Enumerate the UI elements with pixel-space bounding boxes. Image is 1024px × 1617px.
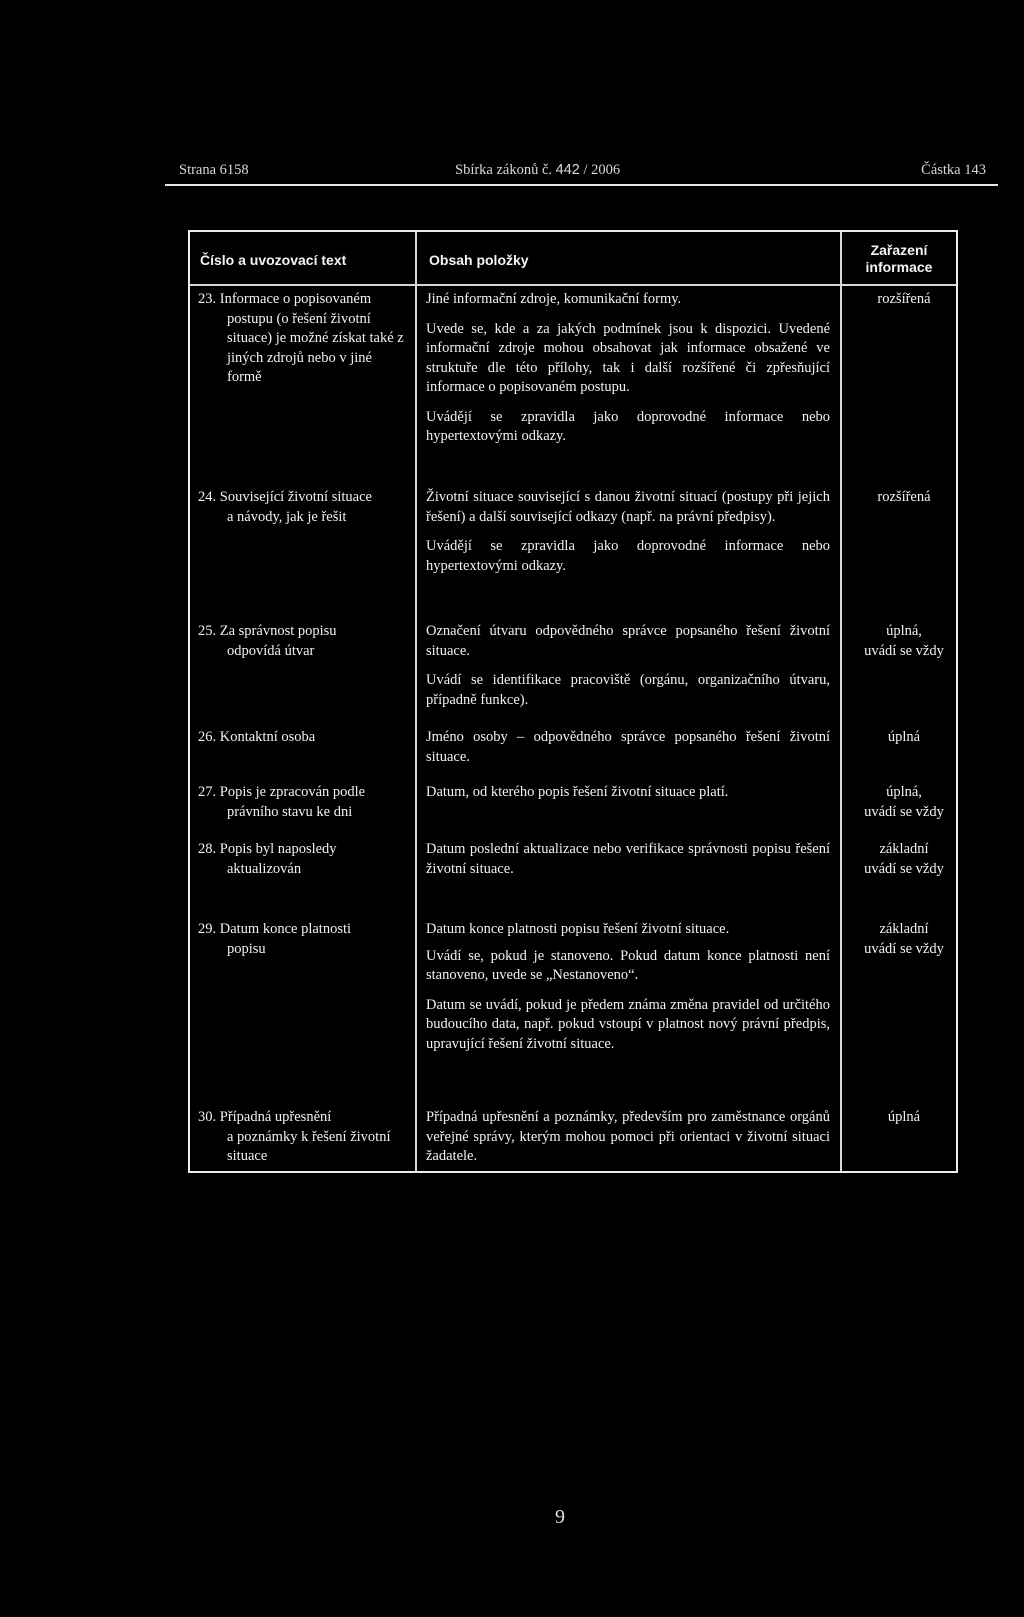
header-divider (190, 284, 956, 286)
row-title-first: Popis je zpracován podle (219, 784, 366, 800)
column-divider-1 (415, 232, 417, 1171)
row-number: 25. (198, 623, 217, 639)
row-title-first: Případná upřesnění (219, 1109, 332, 1125)
row-content (426, 783, 830, 815)
column-header-classification-line2: informace (865, 259, 933, 275)
classification-line2: uvádí se vždy (864, 803, 944, 820)
row-classification (852, 1108, 956, 1128)
row-number: 26. (198, 729, 217, 745)
column-divider-2 (840, 232, 842, 1171)
page-number: 9 (555, 1506, 565, 1528)
classification-line1: rozšířená (877, 291, 931, 307)
row-number: 28. (198, 841, 217, 857)
header-collection-prefix: Sbírka zákonů č. (455, 162, 553, 178)
content-paragraph: Případná upřesnění a poznámky, především pro zaměstnance orgánů veřejné správy, kterým mohou pomoci při orientaci v životní situaci žadatele. (426, 1109, 830, 1164)
header-part-label: Částka 143 (921, 162, 986, 178)
row-label (198, 1108, 410, 1167)
row-label (198, 622, 410, 661)
row-title-rest: aktualizován (227, 860, 302, 877)
classification-line1: rozšířená (877, 489, 931, 505)
column-header-content: Obsah položky (429, 252, 529, 268)
row-number: 29. (198, 921, 217, 937)
content-paragraph: Datum se uvádí, pokud je předem známa změna pravidel od určitého budoucího data, např. pokud vstoupí v platnost nový právní předpis, upravující řešení životní situace. (426, 996, 830, 1052)
content-paragraph: Životní situace související s danou životní situací (postupy při jejich řešení) a další související odkazy (např. na právní předpisy). (426, 489, 830, 525)
row-content (426, 622, 830, 722)
header-collection-suffix: / 2006 (583, 162, 621, 178)
header-page-label: Strana 6158 (179, 162, 249, 178)
classification-line1: základní (879, 841, 929, 857)
content-paragraph: Uvádí se, pokud je stanoveno. Pokud datum konce platnosti není stanoveno, uvede se „Nestanoveno“. (426, 947, 830, 983)
row-content (426, 840, 830, 891)
row-title-rest: a poznámky k řešení životní situace (227, 1128, 391, 1164)
row-content (426, 920, 830, 1066)
classification-line1: základní (879, 921, 929, 937)
row-title-rest: postupu (o řešení životní situace) je možné získat také z jiných zdrojů nebo v jiné formě (227, 310, 404, 385)
classification-line1: úplná (887, 1109, 921, 1125)
content-paragraph: Jiné informační zdroje, komunikační formy. (426, 291, 682, 307)
classification-line1: úplná, (886, 784, 922, 800)
content-paragraph: Jméno osoby – odpovědného správce popsaného řešení životní situace. (426, 729, 830, 765)
row-number: 30. (198, 1109, 217, 1125)
content-paragraph: Uvádějí se zpravidla jako doprovodné informace nebo hypertextovými odkazy. (426, 408, 830, 444)
header-collection-label (455, 162, 620, 179)
row-label (198, 728, 410, 748)
row-label (198, 920, 410, 959)
classification-line2: uvádí se vždy (864, 940, 944, 957)
row-classification (852, 728, 956, 748)
row-content (426, 290, 830, 459)
row-classification (852, 622, 956, 661)
row-number: 23. (198, 291, 217, 307)
row-title-first: Za správnost popisu (219, 623, 337, 639)
page-header (165, 156, 998, 186)
items-table (188, 230, 958, 1173)
row-label (198, 488, 410, 527)
row-title-rest: právního stavu ke dni (227, 803, 353, 820)
row-content (426, 728, 830, 779)
content-paragraph: Datum poslední aktualizace nebo verifikace správnosti popisu řešení životní situace. (426, 841, 830, 877)
content-paragraph: Datum, od kterého popis řešení životní situace platí. (426, 784, 729, 800)
row-number: 27. (198, 784, 217, 800)
row-title-rest: popisu (227, 940, 266, 957)
row-classification (852, 783, 956, 822)
classification-line1: úplná (887, 729, 921, 745)
row-title-rest: odpovídá útvar (227, 642, 315, 659)
content-paragraph: Označení útvaru odpovědného správce popsaného řešení životní situace. (426, 623, 830, 659)
row-classification (852, 488, 956, 508)
row-label (198, 290, 410, 388)
row-content (426, 1108, 830, 1179)
row-classification (852, 290, 956, 310)
classification-line1: úplná, (886, 623, 922, 639)
classification-line2: uvádí se vždy (864, 860, 944, 877)
row-title-first: Datum konce platnosti (219, 921, 352, 937)
column-header-classification-line1: Zařazení (870, 242, 928, 258)
row-title-first: Popis byl naposledy (219, 841, 337, 857)
row-classification (852, 920, 956, 959)
row-title-first: Informace o popisovaném (219, 291, 372, 307)
row-content (426, 488, 830, 588)
row-label (198, 783, 410, 822)
content-paragraph: Datum konce platnosti popisu řešení životní situace. (426, 921, 730, 937)
row-title-rest: a návody, jak je řešit (227, 508, 347, 525)
row-title-first: Kontaktní osoba (219, 729, 316, 745)
content-paragraph: Uvádí se identifikace pracoviště (orgánu, organizačního útvaru, případně funkce). (426, 672, 830, 708)
content-paragraph: Uvede se, kde a za jakých podmínek jsou k dispozici. Uvedené informační zdroje mohou obsahovat jak informace obsažené ve struktuře dle této přílohy, tak i další rozšířené či zpřesňující informace o popisovaném postupu. (426, 320, 830, 395)
content-paragraph: Uvádějí se zpravidla jako doprovodné informace nebo hypertextovými odkazy. (426, 538, 830, 574)
header-collection-number: 442 (555, 162, 580, 178)
row-title-first: Související životní situace (219, 489, 372, 505)
row-number: 24. (198, 489, 217, 505)
header-rule (165, 184, 998, 186)
column-header-number: Číslo a uvozovací text (200, 252, 347, 268)
classification-line2: uvádí se vždy (864, 642, 944, 659)
column-header-classification (840, 242, 958, 276)
row-classification (852, 840, 956, 879)
row-label (198, 840, 410, 879)
